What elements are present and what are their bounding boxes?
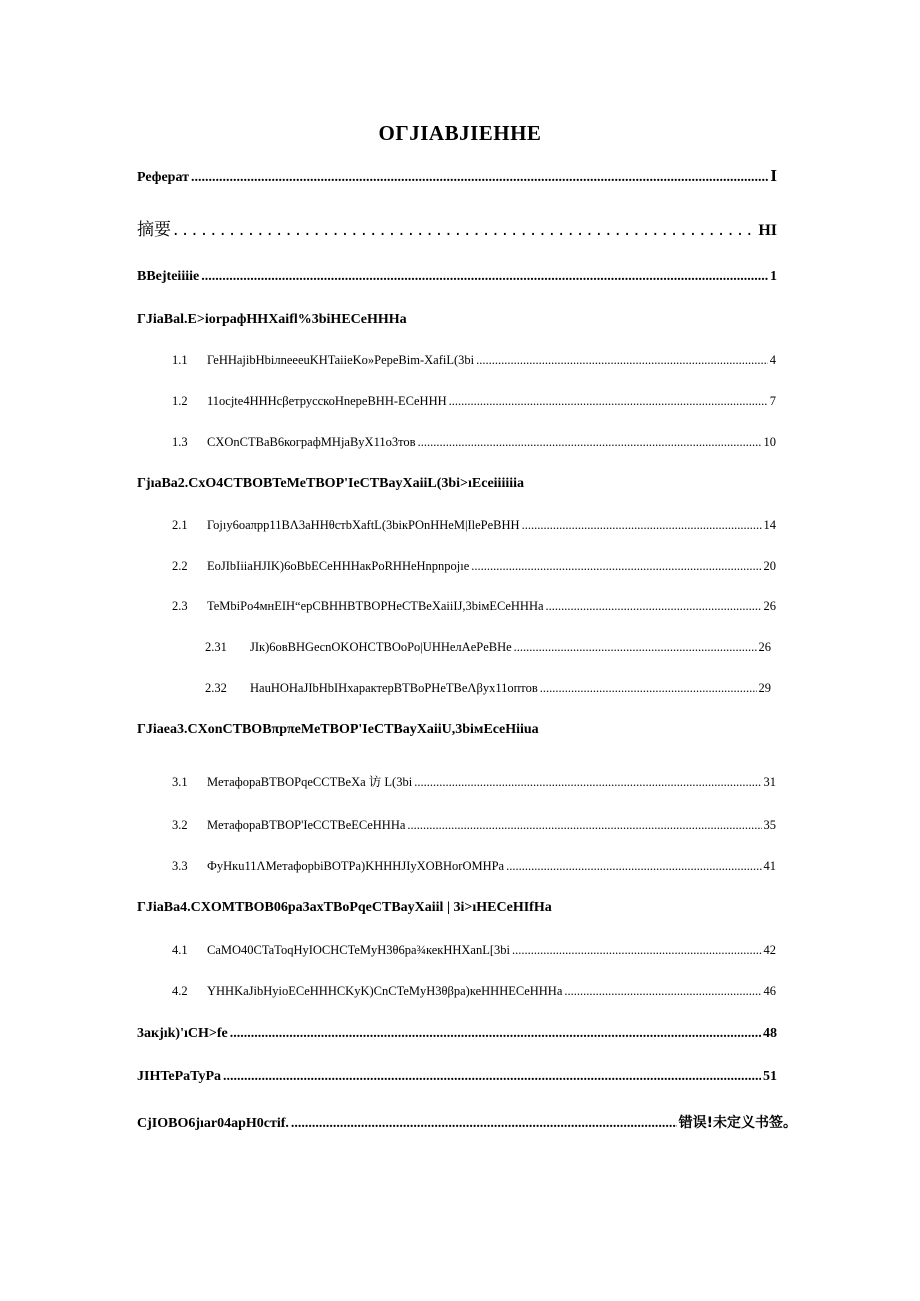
toc-section-number: 2.3 bbox=[172, 599, 188, 613]
toc-entry-page: HI bbox=[758, 222, 777, 239]
toc-leader-dots bbox=[512, 943, 761, 958]
toc-leader-dots bbox=[223, 1069, 761, 1085]
toc-entry-page: 26 bbox=[758, 640, 771, 654]
toc-entry-label: ФуHкu11ΛМетафорbiBOTPa)KHHHJIyXOBHorOMHPa bbox=[207, 859, 505, 873]
toc-entry-page: 26 bbox=[763, 599, 776, 613]
toc-leader-dots bbox=[191, 170, 768, 186]
toc-entry-label: 摘要 bbox=[137, 220, 171, 240]
toc-section-number: 2.2 bbox=[172, 559, 188, 573]
toc-entry-label: CaMO40CTaToqHyIOCHCTeMyH3θ6pa¾кекHHXanL[3bi bbox=[207, 943, 511, 957]
toc-section-number: 4.1 bbox=[172, 943, 188, 957]
toc-section-number: 2.31 bbox=[205, 640, 227, 654]
toc-entry-page: 51 bbox=[763, 1069, 777, 1084]
toc-entry-page: I bbox=[770, 166, 777, 185]
toc-section-1-1[interactable] bbox=[172, 353, 776, 368]
toc-entry-label: 11ocjte4HHHcβетрусскоHnepeBHH-ECeHHH bbox=[207, 394, 447, 408]
toc-entry-page: 7 bbox=[769, 394, 776, 408]
toc-entry-label: Реферат bbox=[137, 170, 189, 185]
toc-entry-label: BBejteiiiie bbox=[137, 269, 200, 284]
toc-section-number: 1.2 bbox=[172, 394, 188, 408]
toc-section-number: 4.2 bbox=[172, 984, 188, 998]
toc-chapter-2[interactable]: ГјıaBa2.CxO4CTBOBTeMeTBOP'IeCTBayXaiiL(3bi>ıEceiiiiiia bbox=[137, 476, 524, 491]
toc-leader-dots bbox=[471, 559, 761, 574]
toc-entry-acknowledgement[interactable] bbox=[137, 1112, 797, 1132]
toc-leader-dots bbox=[564, 984, 761, 999]
toc-bookmark-error: 错误!未定义书签。 bbox=[678, 1115, 797, 1131]
toc-subsection-2-32[interactable] bbox=[205, 681, 771, 696]
toc-entry-label: CjIOBO6jıar04apH0cтif. bbox=[137, 1116, 289, 1131]
toc-section-2-3[interactable] bbox=[172, 599, 776, 614]
toc-entry-label: JIHTePaTyPa bbox=[137, 1069, 222, 1084]
page-title: ОГЈІАВЈІЕННЕ bbox=[378, 121, 542, 145]
toc-leader-dots bbox=[407, 818, 761, 833]
toc-entry-page: 46 bbox=[763, 984, 776, 998]
toc-chapter-4[interactable]: ГJiaBa4.CXOМТВОВ06pa3axTBoPqeCTBayXaiil | 3i>ıHECeHIfHa bbox=[137, 900, 552, 915]
toc-section-number: 3.3 bbox=[172, 859, 188, 873]
toc-leader-dots bbox=[514, 640, 757, 655]
toc-entry-intro[interactable] bbox=[137, 269, 777, 285]
toc-entry-label: JIк)6oвBHGecnOKOHCTBOoPo|UHHeлAePeBHe bbox=[250, 640, 512, 654]
toc-leader-dots bbox=[522, 518, 762, 533]
toc-section-number: 3.2 bbox=[172, 818, 188, 832]
toc-entry-page: 42 bbox=[763, 943, 776, 957]
toc-subsection-2-31[interactable] bbox=[205, 640, 771, 655]
toc-section-1-3[interactable] bbox=[172, 435, 776, 450]
toc-entry-page: 41 bbox=[763, 859, 776, 873]
toc-entry-page: 4 bbox=[769, 353, 776, 367]
toc-section-3-2[interactable] bbox=[172, 818, 776, 833]
toc-entry-label: ГеHHajibHbiлneeeuKHTaiieKo»PepeBim-XafiL(3bi bbox=[207, 353, 475, 367]
toc-entry-page: 1 bbox=[770, 269, 777, 284]
toc-entry-page: 35 bbox=[763, 818, 776, 832]
toc-section-number: 1.3 bbox=[172, 435, 188, 449]
toc-leader-dots bbox=[546, 599, 762, 614]
toc-entry-label: 3акјık)'ıCH>fe bbox=[137, 1026, 228, 1041]
toc-entry-label: Гојıу6оаπpp11BΛ3aHHθcтbXaftL(3biкPOnHHeM|IlePeBHH bbox=[207, 518, 520, 532]
toc-entry-abstract[interactable] bbox=[137, 215, 777, 240]
toc-leader-dots bbox=[201, 269, 768, 285]
toc-section-number: 2.1 bbox=[172, 518, 188, 532]
toc-entry-page: 10 bbox=[763, 435, 776, 449]
toc-entry-label: МетафораBTBOPqeCCTBeXa 访 L(3bi bbox=[207, 775, 413, 789]
toc-leader-dots bbox=[418, 435, 762, 450]
toc-leader-dots bbox=[540, 681, 757, 696]
toc-section-3-3[interactable] bbox=[172, 859, 776, 874]
toc-entry-page: 31 bbox=[763, 775, 776, 789]
toc-entry-literature[interactable] bbox=[137, 1069, 777, 1085]
toc-entry-page: 48 bbox=[763, 1026, 777, 1041]
toc-section-2-2[interactable] bbox=[172, 559, 776, 574]
toc-entry-referat[interactable] bbox=[137, 166, 777, 186]
toc-entry-label: YHHKaJibHyioECeHHHCKyK)CnCTeMyH3θβpa)кеHHHECeHHHa bbox=[207, 984, 563, 998]
toc-section-4-1[interactable] bbox=[172, 943, 776, 958]
toc-section-3-1[interactable] bbox=[172, 772, 776, 790]
toc-leader-dots bbox=[414, 775, 761, 790]
toc-section-number: 3.1 bbox=[172, 775, 188, 789]
toc-entry-label: HauHOHaJIbHbIHхарактерBTBoPHeTBeΛβух11oптов bbox=[250, 681, 538, 695]
toc-leader-dots bbox=[449, 394, 768, 409]
toc-entry-page: 20 bbox=[763, 559, 776, 573]
toc-leader-dots bbox=[476, 353, 768, 368]
toc-entry-page: 14 bbox=[763, 518, 776, 532]
toc-section-4-2[interactable] bbox=[172, 984, 776, 999]
toc-leader-dots bbox=[173, 220, 756, 240]
toc-section-number: 2.32 bbox=[205, 681, 227, 695]
toc-section-1-2[interactable] bbox=[172, 394, 776, 409]
toc-leader-dots bbox=[291, 1116, 677, 1132]
toc-section-2-1[interactable] bbox=[172, 518, 776, 533]
toc-section-number: 1.1 bbox=[172, 353, 188, 367]
toc-entry-conclusion[interactable] bbox=[137, 1026, 777, 1042]
toc-chapter-1[interactable]: ГЈiaBal.E>iorpaфHHXaifl%3biHECeHHHa bbox=[137, 312, 407, 327]
toc-entry-label: EoJIbIiiaHJIK)6oBbECeHHHaкPoRHHeHnpnpojıe bbox=[207, 559, 470, 573]
toc-chapter-3[interactable]: ГJiaea3.CXonCTBOBπpπeMeTBOP'IeCTBayXaiiU,3biмEceHiiua bbox=[137, 722, 539, 737]
toc-entry-page: 29 bbox=[758, 681, 771, 695]
toc-entry-label: CXOnCTBaB6кографMHјaByX11o3тов bbox=[207, 435, 416, 449]
toc-leader-dots bbox=[230, 1026, 761, 1042]
toc-entry-label: TeMbiPo4мнEIH“epCBHHBTBOPHeCTBeXaiiIJ,3biмECeHHHa bbox=[207, 599, 544, 613]
toc-entry-label: МетафораBTBOP'IeCCTBeECeHHHa bbox=[207, 818, 406, 832]
toc-leader-dots bbox=[506, 859, 761, 874]
